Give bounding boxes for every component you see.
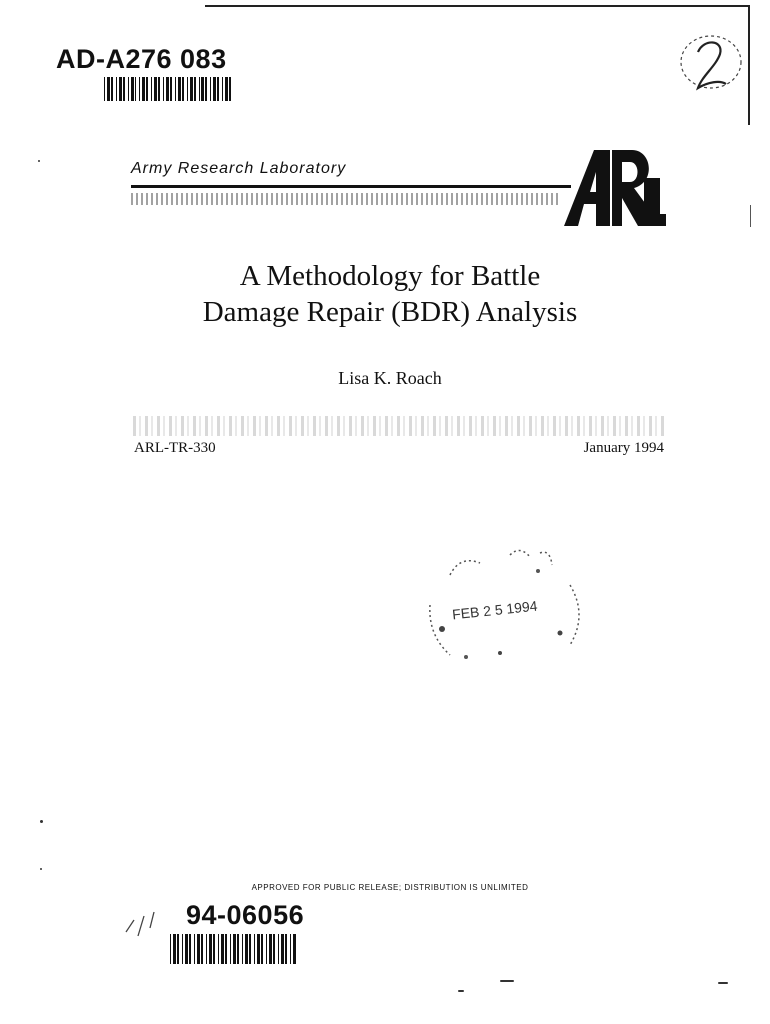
barcode-stripe	[170, 77, 172, 101]
barcode-stripe	[233, 934, 236, 964]
handwritten-scribble-icon	[120, 906, 170, 946]
barcode-stripe	[257, 934, 260, 964]
barcode-stripe	[187, 77, 188, 101]
barcode-stripe	[139, 77, 140, 101]
right-border-line	[748, 5, 750, 125]
barcode-stripe	[190, 77, 193, 101]
scan-speck	[458, 990, 464, 992]
barcode-stripe	[278, 934, 279, 964]
barcode-stripe	[225, 77, 228, 101]
accession-number: AD-A276 083	[56, 44, 227, 74]
barcode-stripe	[123, 77, 125, 101]
barcode-stripe	[142, 77, 145, 101]
barcode-stripe	[107, 77, 110, 101]
scan-speck	[38, 160, 40, 162]
barcode-stripe	[213, 77, 216, 101]
report-title	[120, 258, 660, 330]
barcode-stripe	[281, 934, 284, 964]
barcode-stripe	[182, 77, 184, 101]
barcode-stripe	[170, 934, 171, 964]
barcode-stripe	[213, 934, 215, 964]
barcode-stripe	[269, 934, 272, 964]
barcode-stripe	[154, 77, 157, 101]
barcode-stripe	[146, 77, 148, 101]
barcode-stripe	[222, 77, 223, 101]
barcode-stripe	[178, 77, 181, 101]
barcode-stripe	[249, 934, 251, 964]
report-number: ARL-TR-330	[134, 440, 216, 456]
barcode-stripe	[185, 934, 188, 964]
barcode-stripe	[128, 77, 129, 101]
barcode-stripe	[151, 77, 152, 101]
scan-speck	[718, 982, 728, 984]
barcode-stripe	[290, 934, 291, 964]
barcode-stripe	[158, 77, 160, 101]
author-name: Lisa K. Roach	[338, 368, 442, 388]
barcode-stripe	[206, 934, 207, 964]
barcode-stripe	[217, 77, 219, 101]
barcode-stripe	[116, 77, 117, 101]
laboratory-rule-shadow	[131, 193, 561, 205]
barcode-stripe	[221, 934, 224, 964]
top-border-line	[205, 5, 750, 7]
barcode-stripe	[166, 77, 169, 101]
barcode-stripe	[199, 77, 200, 101]
identification-rule	[133, 416, 665, 436]
barcode-stripe	[135, 77, 137, 101]
barcode-stripe	[229, 77, 231, 101]
report-title-line-1: A Methodology for Battle	[239, 260, 541, 292]
receipt-stamp-date: FEB 2 5 1994	[451, 597, 539, 623]
barcode-stripe	[237, 934, 239, 964]
barcode-stripe	[177, 934, 179, 964]
barcode-stripe	[273, 934, 275, 964]
document-barcode	[170, 934, 298, 964]
barcode-stripe	[175, 77, 176, 101]
barcode-stripe	[194, 77, 196, 101]
right-edge-mark	[750, 205, 751, 227]
barcode-stripe	[209, 934, 212, 964]
barcode-stripe	[285, 934, 287, 964]
barcode-stripe	[245, 934, 248, 964]
laboratory-name: Army Research Laboratory	[131, 160, 347, 177]
barcode-stripe	[194, 934, 195, 964]
barcode-stripe	[182, 934, 183, 964]
barcode-stripe	[242, 934, 243, 964]
barcode-stripe	[210, 77, 211, 101]
handwritten-mark-icon	[676, 30, 746, 100]
barcode-stripe	[205, 77, 207, 101]
barcode-stripe	[201, 934, 203, 964]
barcode-stripe	[111, 77, 113, 101]
document-number: 94-06056	[186, 900, 305, 930]
scan-speck	[40, 868, 42, 870]
barcode-stripe	[197, 934, 200, 964]
barcode-stripe	[131, 77, 134, 101]
barcode-stripe	[225, 934, 227, 964]
arl-logo-icon	[560, 148, 666, 228]
barcode-stripe	[119, 77, 122, 101]
barcode-stripe	[266, 934, 267, 964]
report-title-line-2: Damage Repair (BDR) Analysis	[202, 296, 578, 328]
laboratory-rule	[131, 185, 571, 188]
barcode-stripe	[189, 934, 191, 964]
scan-speck	[500, 980, 514, 982]
barcode-stripe	[173, 934, 176, 964]
barcode-stripe	[230, 934, 231, 964]
barcode-stripe	[254, 934, 255, 964]
barcode-stripe	[201, 77, 204, 101]
accession-barcode	[104, 77, 234, 101]
publication-date: January 1994	[583, 440, 664, 456]
barcode-stripe	[218, 934, 219, 964]
scan-speck	[40, 820, 43, 823]
distribution-statement: APPROVED FOR PUBLIC RELEASE; DISTRIBUTION IS UNLIMITED	[251, 883, 529, 892]
barcode-stripe	[293, 934, 296, 964]
barcode-stripe	[163, 77, 164, 101]
barcode-stripe	[104, 77, 105, 101]
barcode-stripe	[261, 934, 263, 964]
